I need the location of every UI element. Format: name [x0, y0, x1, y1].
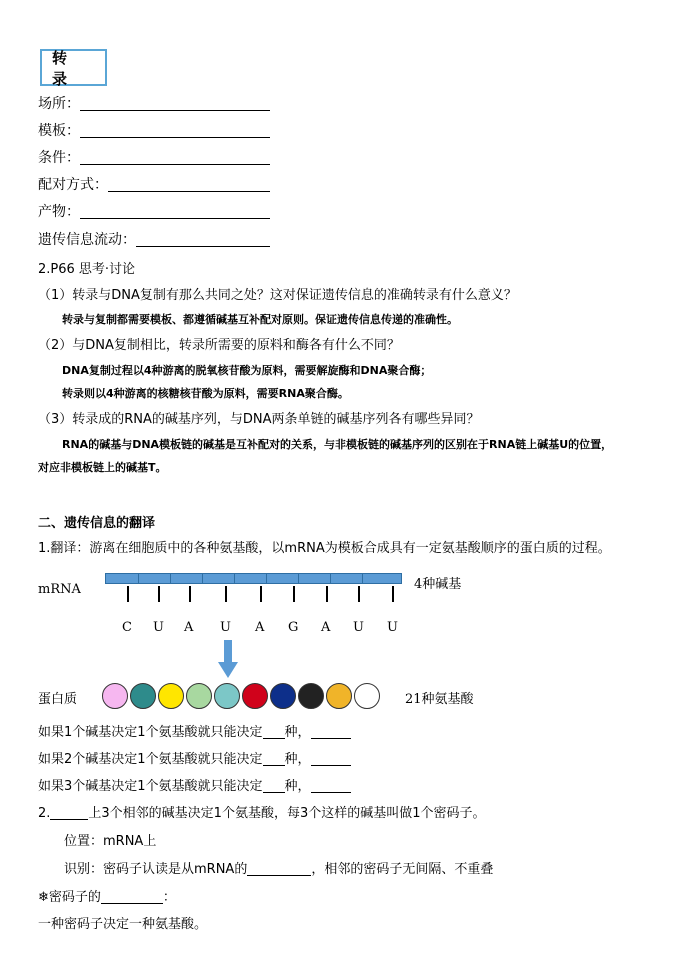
field-location: 场所：: [38, 93, 270, 113]
base-tick: [225, 586, 227, 602]
blank-one-base-answer[interactable]: [311, 724, 351, 739]
protein-label: 蛋白质: [38, 692, 78, 707]
amino-acid-ball: [130, 683, 156, 709]
question-3: （3）转录成的RNA的碱基序列，与DNA两条单链的碱基序列各有哪些异同？: [38, 412, 480, 427]
base-letter: U: [387, 620, 398, 635]
answer-1: 转录与复制都需要模板、都遵循碱基互补配对原则。保证遗传信息传递的准确性。: [62, 313, 458, 326]
amino-acid-ball: [298, 683, 324, 709]
section-title: 转 录: [40, 49, 107, 86]
answer-2-line-1: DNA复制过程以4种游离的脱氧核苷酸为原料，需要解旋酶和DNA聚合酶；: [62, 364, 432, 377]
base-letter: U: [153, 620, 164, 635]
amino-acid-ball: [326, 683, 352, 709]
base-letter: A: [184, 620, 194, 635]
base-tick: [326, 586, 328, 602]
blank-two-bases-answer[interactable]: [311, 751, 351, 766]
field-conditions: 条件：: [38, 147, 270, 167]
field-pairing: 配对方式：: [38, 174, 270, 194]
codon-definition: 2. 上3个相邻的碱基决定1个氨基酸，每3个这样的碱基叫做1个密码子。: [38, 806, 486, 821]
question-1: （1）转录与DNA复制有那么共同之处？这对保证遗传信息的准确转录有什么意义？: [38, 288, 517, 303]
amino-acid-ball: [186, 683, 212, 709]
blank-product[interactable]: [80, 204, 270, 219]
blank-template[interactable]: [80, 123, 270, 138]
codon-rule: 一种密码子决定一种氨基酸。: [38, 917, 208, 932]
base-tick: [189, 586, 191, 602]
bases-label: 4种碱基: [414, 577, 462, 592]
base-tick: [293, 586, 295, 602]
base-tick: [260, 586, 262, 602]
amino-acid-ball: [354, 683, 380, 709]
answer-3-line-1: RNA的碱基与DNA模板链的碱基是互补配对的关系，与非模板链的碱基序列的区别在于RNA链上碱基U的位置，: [62, 438, 613, 451]
section-2-heading: 二、遗传信息的翻译: [38, 516, 156, 531]
blank-codon-location[interactable]: [50, 805, 88, 820]
field-product: 产物：: [38, 201, 270, 221]
mrna-label: mRNA: [38, 582, 81, 597]
blank-conditions[interactable]: [80, 150, 270, 165]
answer-3-line-2: 对应非模板链上的碱基T。: [38, 461, 167, 474]
answer-2-line-2: 转录则以4种游离的核糖核苷酸为原料，需要RNA聚合酶。: [62, 387, 349, 400]
blank-codon-feature[interactable]: [101, 889, 163, 904]
blank-three-bases-count[interactable]: [263, 778, 285, 793]
base-tick: [392, 586, 394, 602]
base-tick: [127, 586, 129, 602]
blank-pairing[interactable]: [108, 177, 270, 192]
codon-feature: ❄密码子的 ：: [38, 890, 176, 905]
amino-acid-count-label: 21种氨基酸: [405, 692, 474, 707]
question-one-base: 如果1个碱基决定1个氨基酸就只能决定 种，: [38, 721, 351, 740]
base-letter: A: [255, 620, 265, 635]
translation-definition: 1.翻译：游离在细胞质中的各种氨基酸，以mRNA为模板合成具有一定氨基酸顺序的蛋白质的过程。: [38, 541, 611, 556]
question-2: （2）与DNA复制相比，转录所需要的原料和酶各有什么不同？: [38, 338, 400, 353]
base-tick: [358, 586, 360, 602]
question-three-bases: 如果3个碱基决定1个氨基酸就只能决定 种，: [38, 775, 351, 794]
blank-info-flow[interactable]: [136, 232, 270, 247]
base-letter: U: [353, 620, 364, 635]
blank-reading-direction[interactable]: [247, 861, 311, 876]
amino-acid-ball: [214, 683, 240, 709]
base-letter: A: [321, 620, 331, 635]
blank-three-bases-answer[interactable]: [311, 778, 351, 793]
field-info-flow: 遗传信息流动：: [38, 229, 270, 249]
question-two-bases: 如果2个碱基决定1个氨基酸就只能决定 种，: [38, 748, 351, 767]
down-arrow-icon: [218, 640, 238, 678]
base-letter: C: [122, 620, 132, 635]
base-letter: U: [220, 620, 231, 635]
base-tick: [158, 586, 160, 602]
amino-acid-ball: [158, 683, 184, 709]
amino-acid-ball: [270, 683, 296, 709]
field-template: 模板：: [38, 120, 270, 140]
codon-position: 位置：mRNA上: [64, 834, 157, 849]
discussion-heading: 2.P66 思考·讨论: [38, 262, 136, 277]
blank-location[interactable]: [80, 96, 270, 111]
amino-acid-ball: [102, 683, 128, 709]
mrna-strand: [105, 573, 402, 584]
blank-one-base-count[interactable]: [263, 724, 285, 739]
codon-reading: 识别：密码子认读是从mRNA的 ，相邻的密码子无间隔、不重叠: [64, 862, 494, 877]
base-letter: G: [288, 620, 299, 635]
blank-two-bases-count[interactable]: [263, 751, 285, 766]
amino-acid-ball: [242, 683, 268, 709]
